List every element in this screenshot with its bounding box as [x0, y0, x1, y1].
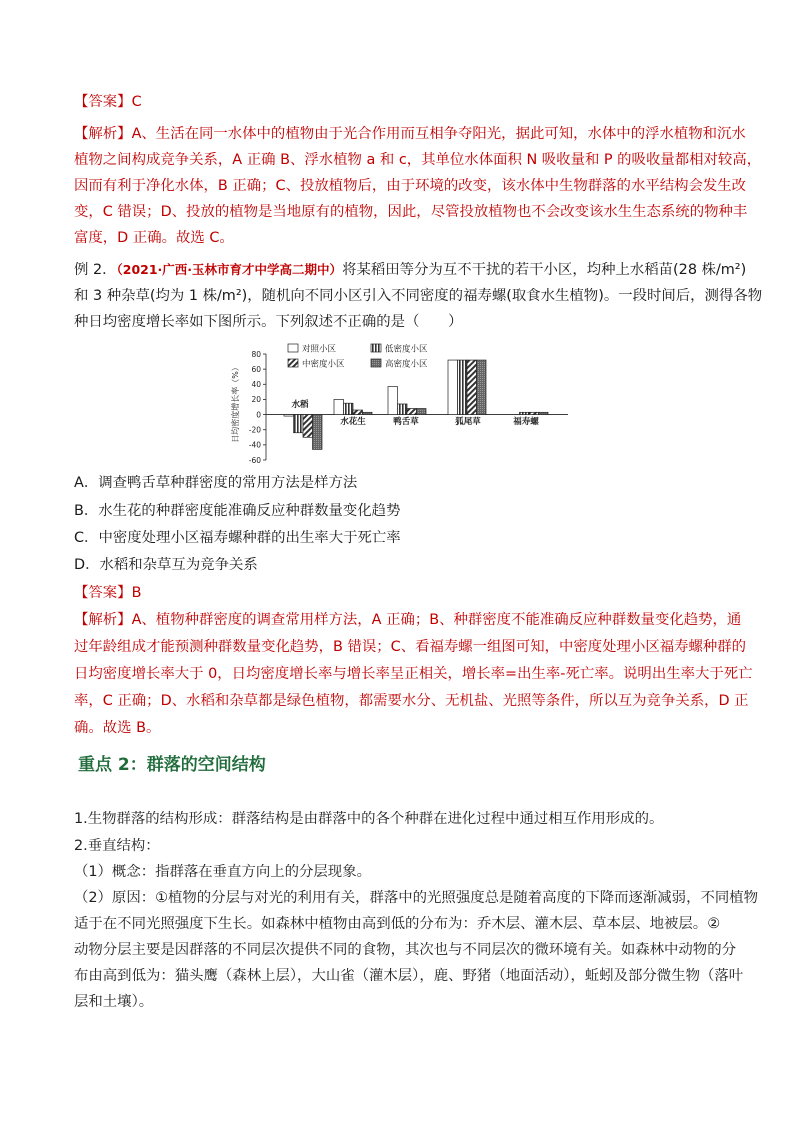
analysis-1-line-2: 植物之间构成竞争关系，A 正确 B、浮水植物 a 和 c，其单位水体面积 N 吸收量和 P 的吸收量都相对较高，	[74, 152, 762, 168]
analysis-2-line-1: 【解析】A、植物种群密度的调查常用样方法，A 正确；B、种群密度不能准确反应种群数量变化趋势，通	[74, 612, 742, 628]
example-2-line-1	[74, 257, 747, 283]
body-line-4: （2）原因：①植物的分层与对光的利用有关，群落中的光照强度总是随着高度的下降而逐渐减弱，不同植物	[74, 890, 759, 906]
category-label: 福寿螺	[513, 417, 539, 427]
body-line-1: 1.生物群落的结构形成：群落结构是由群落中的各个种群在进化过程中通过相互作用形成的。	[74, 811, 664, 827]
example-2-line-2: 和 3 种杂草(均为 1 株/m²)，随机向不同小区引入不同密度的福寿螺(取食水生植物)。一段时间后，测得各物	[74, 288, 763, 304]
body-line-5: 适于在不同光照强度下生长。如森林中植物由高到低的分布为：乔木层、灌木层、草本层、地被层。②	[74, 916, 721, 932]
bar	[294, 415, 304, 433]
bar	[529, 412, 539, 414]
bar	[334, 399, 344, 414]
y-tick-label: 60	[251, 364, 261, 374]
bar	[520, 412, 530, 414]
body-line-7: 布由高到低为：猫头鹰（森林上层），大山雀（灌木层），鹿、野猪（地面活动），蚯蚓及部分微生物（落叶	[74, 968, 744, 984]
y-tick-label: -20	[248, 425, 261, 435]
body-line-6: 动物分层主要是因群落的不同层次提供不同的食物，其次也与不同层次的微环境有关。如森林中动物的分	[74, 942, 736, 958]
legend-swatch	[288, 359, 298, 367]
category-label: 狐尾草	[455, 417, 481, 427]
y-tick-label: -40	[248, 440, 261, 450]
analysis-2-line-4: 率，C 正确；D、水稻和杂草都是绿色植物，都需要水分、无机盐、光照等条件，所以互为竞争关系，D 正	[74, 693, 749, 709]
bar	[363, 412, 373, 414]
example-2-prefix: 例 2．	[74, 262, 117, 278]
y-tick-label: 0	[256, 410, 261, 420]
answer-line-2: 【答案】B	[74, 585, 142, 601]
example-2-source: （2021·广西·玉林市育才中学高二期中）	[116, 262, 343, 277]
bar	[448, 360, 458, 415]
bar	[313, 415, 323, 450]
bar	[344, 403, 354, 414]
bar	[477, 360, 487, 415]
analysis-2-line-3: 日均密度增长率大于 0，日均密度增长率与增长率呈正相关，增长率=出生率-死亡率。说明出生率大于死亡	[74, 666, 753, 682]
option-b: B．水生花的种群密度能准确反应种群数量变化趋势	[74, 503, 401, 519]
answer-line-1: 【答案】C	[74, 94, 142, 110]
y-tick-label: 80	[251, 349, 261, 359]
bar	[303, 415, 313, 438]
legend-label: 对照小区	[302, 344, 337, 355]
legend-swatch	[371, 359, 381, 367]
body-line-3: （1）概念：指群落在垂直方向上的分层现象。	[74, 864, 371, 880]
y-tick-label: -60	[248, 455, 261, 465]
analysis-1-line-5: 富度，D 正确。故选 C。	[74, 230, 234, 246]
analysis-1-line-1: 【解析】A、生活在同一水体中的植物由于光合作用而互相争夺阳光，据此可知，水体中的浮水植物和沉水	[74, 126, 746, 142]
analysis-1-line-3: 因而有利于净化水体，B 正确；C、投放植物后，由于环境的改变，该水体中生物群落的水平结构会发生改	[74, 178, 747, 194]
body-line-8: 层和土壤）。	[74, 994, 154, 1010]
bar	[388, 387, 398, 415]
chart-bars	[284, 360, 548, 449]
example-2-line-3: 种日均密度增长率如下图所示。下列叙述不正确的是（ ）	[74, 314, 463, 330]
section-heading: 重点 2：群落的空间结构	[78, 755, 266, 775]
bar	[467, 360, 477, 415]
option-d: D．水稻和杂草互为竞争关系	[74, 557, 258, 573]
analysis-2-line-5: 确。故选 B。	[74, 720, 161, 736]
option-a: A．调查鸭舌草种群密度的常用方法是样方法	[74, 475, 358, 491]
bar	[458, 360, 468, 415]
legend-label: 低密度小区	[385, 344, 428, 355]
y-axis-label: 日均密度增长率（%）	[231, 363, 240, 443]
legend-label: 高密度小区	[385, 359, 428, 370]
bar	[539, 412, 549, 414]
category-label: 水花生	[340, 417, 366, 427]
growth-rate-bar-chart	[228, 340, 578, 466]
y-tick-label: 20	[251, 395, 261, 405]
bar	[407, 409, 417, 415]
analysis-1-line-4: 变，C 错误；D、投放的植物是当地原有的植物，因此，尽管投放植物也不会改变该水生生态系统的物种丰	[74, 204, 748, 220]
chart-legend	[288, 344, 428, 370]
legend-label: 中密度小区	[302, 359, 345, 370]
body-line-2: 2.垂直结构：	[74, 838, 160, 854]
legend-swatch	[288, 344, 298, 352]
legend-swatch	[371, 344, 381, 352]
option-c: C．中密度处理小区福寿螺种群的出生率大于死亡率	[74, 530, 401, 546]
y-tick-label: 40	[251, 380, 261, 390]
example-2-text: 将某稻田等分为互不干扰的若干小区，均种上水稻苗(28 株/m²)	[342, 262, 747, 278]
category-label: 水稻	[291, 400, 309, 410]
analysis-2-line-2: 过年龄组成才能预测种群数量变化趋势，B 错误；C、看福寿螺一组图可知，中密度处理小区福寿螺种群的	[74, 639, 747, 655]
category-label: 鸭舌草	[393, 417, 419, 427]
bar	[398, 404, 408, 415]
bar	[353, 410, 363, 415]
bar	[417, 409, 427, 415]
bar	[284, 415, 294, 417]
